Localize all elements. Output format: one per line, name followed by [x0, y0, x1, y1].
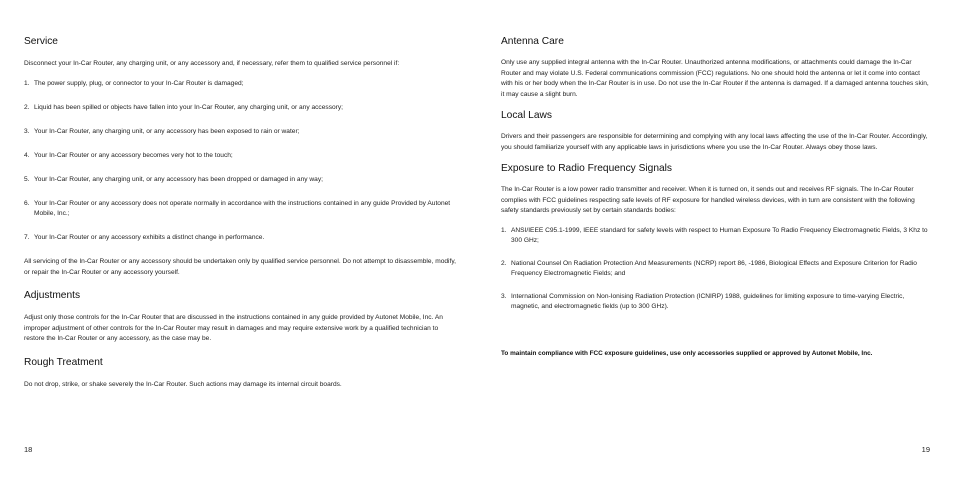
adjustments-heading: Adjustments	[24, 290, 81, 301]
list-item: 1. The power supply, plug, or connector to your In-Car Router is damaged;	[24, 79, 244, 87]
page-number: 18	[24, 445, 33, 454]
adjustments-section	[24, 289, 456, 345]
service-conditions-list	[24, 79, 456, 244]
list-item: 3. Your In-Car Router, any charging unit, or any accessory has been exposed to rain or water;	[24, 127, 300, 135]
right-page-content	[501, 35, 933, 359]
service-heading: Service	[24, 36, 58, 47]
list-item: 7. Your In-Car Router or any accessory exhibits a distInct change in performance.	[24, 234, 265, 241]
list-item: 1. ANSI/IEEE C95.1-1999, IEEE standard for safety levels with respect to Human Exposure To Radio Frequency Electromagnetic Fields, 3 Khz to 300 GHz;	[501, 226, 928, 244]
antenna-care-heading: Antenna Care	[501, 36, 564, 47]
rough-treatment-body: Do not drop, strike, or shake severely the In-Car Router. Such actions may damage its internal circuit boards.	[24, 380, 342, 388]
page-number: 19	[921, 445, 930, 454]
local-laws-heading: Local Laws	[501, 110, 552, 121]
list-item: 3. International Commission on Non-Ionising Radiation Protection (ICNIRP) 1988, guidelines for limiting exposure to time-varying Electric, magnetic, and electromagnetic fields (up to 300 GHz).	[501, 292, 905, 310]
service-closing: All servicing of the In-Car Router or any accessory should be undertaken only by qualified service personnel. Do not attempt to disassemble, modify, or repair the In-Car Router or any accessory yourself.	[24, 258, 456, 276]
rf-exposure-body: The In-Car Router is a low power radio transmitter and receiver. When it is turned on, it sends out and receives RF signals. The In-Car Router complies with FCC guidelines respecting safe levels of RF exposure for handled wireless devices, with in turn are consistent with the following safety standards previously set by certain standards bodies:	[501, 186, 915, 214]
list-item: 4. Your In-Car Router or any accessory becomes very hot to the touch;	[24, 151, 233, 159]
standards-list	[501, 226, 933, 313]
local-laws-section	[501, 109, 933, 153]
rough-treatment-heading: Rough Treatment	[24, 356, 103, 368]
service-intro: Disconnect your In-Car Router, any charging unit, or any accessory and, if necessary, refer them to qualified service personnel if:	[24, 60, 400, 67]
right-page	[477, 0, 954, 477]
left-page-content	[24, 35, 456, 390]
fcc-compliance-note: To maintain compliance with FCC exposure guidelines, use only accessories supplied or approved by Autonet Mobile, Inc.	[501, 349, 873, 357]
rf-exposure-section	[501, 162, 933, 359]
antenna-care-section	[501, 35, 933, 100]
adjustments-body: Adjust only those controls for the In-Car Router that are discussed in the instructions contained in any guide provided by Autonet Mobile, Inc. An improper adjustment of other controls for the In-Car Router may result in damages and may require extensive work by a qualified technician to restore the In-Car Router or any accessory, as the case may be.	[24, 314, 443, 342]
antenna-care-body: Only use any supplied integral antenna with the In-Car Router. Unauthorized antenna modifications, or attachments could damage the In-Car Router and may violate U.S. Federal communications commission (FCC) regulations. No one should hold the antenna or let it come into contact with his or her body when the In-Car Router is in use. Do not use the In-Car Router if the antenna is damaged. If a damaged antenna touches skin, it may cause a slight burn.	[501, 59, 929, 98]
rf-exposure-heading: Exposure to Radio Frequency Signals	[501, 163, 673, 174]
service-section	[24, 35, 456, 278]
list-item: 2. National Counsel On Radiation Protection And Measurements (NCRP) report 86, -1986, Biological Effects and Exposure Criterion for Radio Frequency Electromagnetic Fields; and	[501, 259, 917, 277]
rough-treatment-section	[24, 356, 456, 391]
list-item: 5. Your In-Car Router, any charging unit, or any accessory has been dropped or damaged in any way;	[24, 175, 323, 183]
local-laws-body: Drivers and their passengers are responsible for determining and complying with any local laws affecting the use of the In-Car Router. Accordingly, you should familiarize yourself with any applicable laws in jurisdictions where you use the In-Car Router. Always obey those laws.	[501, 133, 928, 151]
list-item: 2. Liquid has been spilled or objects have fallen into your In-Car Router, any charging unit, or any accessory;	[24, 103, 343, 111]
list-item: 6. Your In-Car Router or any accessory does not operate normally in accordance with the instructions contained in any guide Provided by Autonet Mobile, Inc.;	[24, 199, 451, 217]
